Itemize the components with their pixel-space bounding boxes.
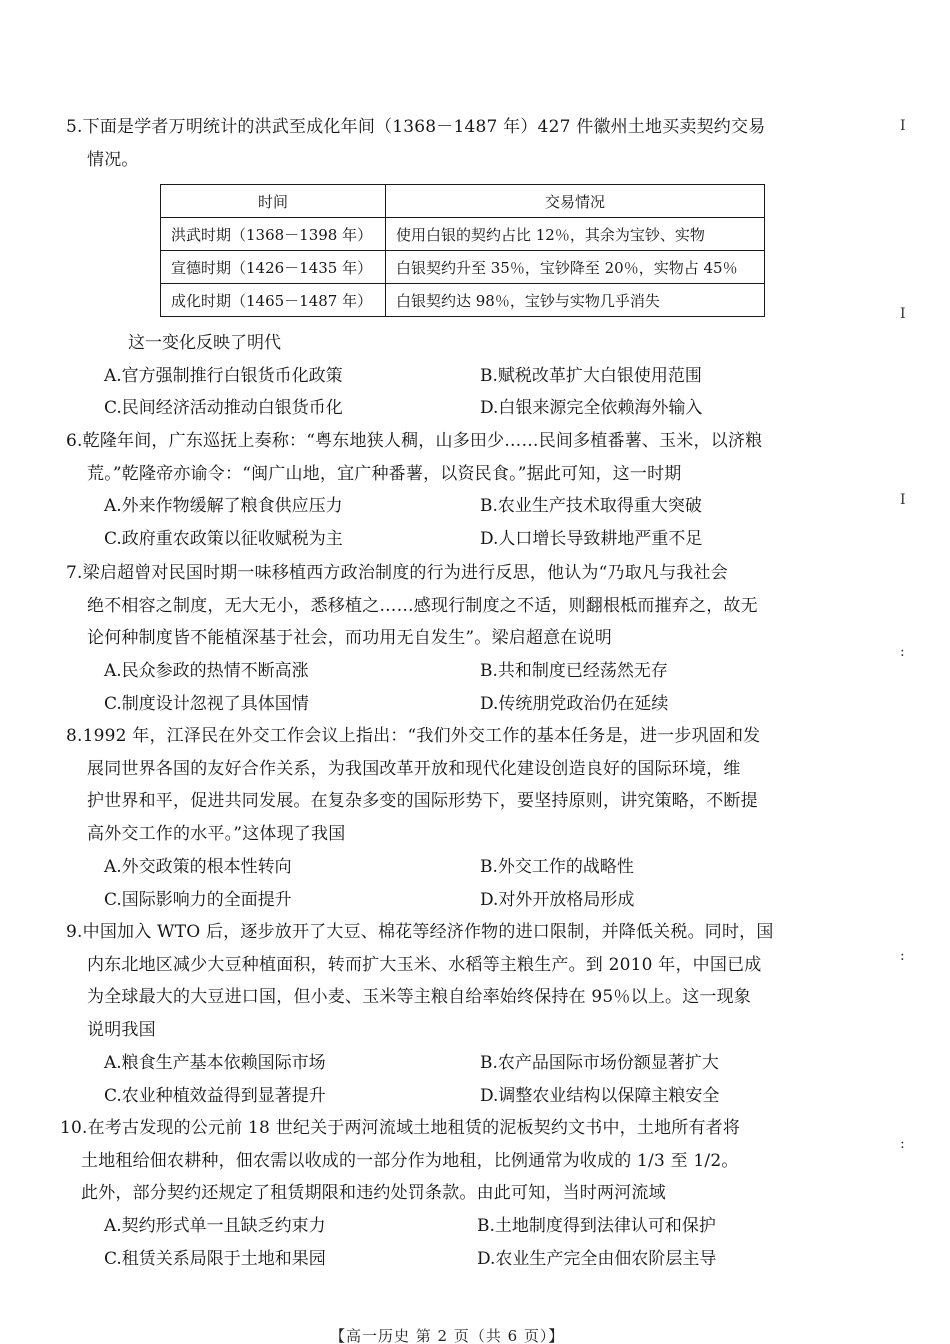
question-7-text-line-3: 论何种制度皆不能植深基于社会，而功用无自发生”。梁启超意在说明 <box>87 628 612 649</box>
edge-mark: : <box>900 644 905 660</box>
question-10-options <box>104 1210 850 1275</box>
table-cell-period: 宣德时期（1426－1435 年） <box>161 251 386 284</box>
question-6-text-line-1: 6.乾隆年间，广东巡抚上奏称：“粤东地狭人稠，山多田少……民间多植番薯、玉米，以济粮 <box>66 431 763 451</box>
question-5-stem-and-options <box>66 327 856 425</box>
edge-mark: : <box>900 1136 905 1152</box>
option-d[interactable]: D.对外开放格局形成 <box>480 889 635 910</box>
question-6-text-line-2: 荒。”乾隆帝亦谕令：“闽广山地，宜广种番薯，以资民食。”据此可知，这一时期 <box>87 463 682 484</box>
question-7-text-line-1: 7.梁启超曾对民国时期一味移植西方政治制度的行为进行反思，他认为“乃取凡与我社会 <box>66 563 728 583</box>
option-d[interactable]: D.白银来源完全依赖海外输入 <box>480 398 703 419</box>
question-8-text-line-3: 护世界和平，促进共同发展。在复杂多变的国际形势下，要坚持原则，讲究策略，不断提 <box>87 791 758 812</box>
question-9-text-line-4: 说明我国 <box>87 1020 156 1041</box>
question-10 <box>60 1112 850 1275</box>
question-9-text-line-3: 为全球最大的大豆进口国，但小麦、玉米等主粮自给率始终保持在 95％以上。这一现象 <box>87 987 752 1008</box>
option-a[interactable]: A.民众参政的热情不断高涨 <box>104 661 309 682</box>
question-9-text-line-2: 内东北地区减少大豆种植面积，转而扩大玉米、水稻等主粮生产。到 2010 年，中国已成 <box>87 954 762 975</box>
option-a[interactable]: A.官方强制推行白银货币化政策 <box>104 365 343 386</box>
option-b[interactable]: B.外交工作的战略性 <box>480 856 634 877</box>
option-b[interactable]: B.农产品国际市场份额显著扩大 <box>480 1052 719 1073</box>
option-a[interactable]: A.粮食生产基本依赖国际市场 <box>104 1052 326 1073</box>
edge-mark: I <box>900 306 906 322</box>
question-10-text-line-3: 此外，部分契约还规定了租赁期限和违约处罚条款。由此可知，当时两河流域 <box>81 1183 666 1204</box>
option-c[interactable]: C.农业种植效益得到显著提升 <box>104 1085 326 1106</box>
table-header-time: 时间 <box>161 185 386 218</box>
page-footer <box>330 1318 630 1344</box>
option-b[interactable]: B.赋税改革扩大白银使用范围 <box>480 365 702 386</box>
option-d[interactable]: D.调整农业结构以保障主粮安全 <box>480 1085 720 1106</box>
question-5-stem: 这一变化反映了明代 <box>128 333 281 353</box>
option-b[interactable]: B.共和制度已经荡然无存 <box>480 661 668 682</box>
option-d[interactable]: D.传统朋党政治仍在延续 <box>480 693 669 714</box>
question-10-text-line-2: 土地租给佃农耕种，佃农需以收成的一部分作为地租，比例通常为收成的 1/3 至 1/2。 <box>81 1150 739 1171</box>
question-10-text-line-1: 10.在考古发现的公元前 18 世纪关于两河流域土地租赁的泥板契约文书中，土地所有者将 <box>60 1118 741 1138</box>
question-8 <box>66 720 856 916</box>
option-d[interactable]: D.农业生产完全由佃农阶层主导 <box>477 1248 717 1269</box>
option-c[interactable]: C.政府重农政策以征收赋税为主 <box>104 529 343 550</box>
option-c[interactable]: C.制度设计忽视了具体国情 <box>104 693 309 714</box>
contract-statistics-table <box>160 184 765 317</box>
table-cell-period: 洪武时期（1368－1398 年） <box>161 218 386 251</box>
question-6-options <box>104 490 856 555</box>
question-8-text-line-1: 8.1992 年，江泽民在外交工作会议上指出：“我们外交工作的基本任务是，进一步巩固和发 <box>66 726 761 746</box>
option-b[interactable]: B.农业生产技术取得重大突破 <box>480 496 702 517</box>
table-row <box>161 251 765 284</box>
option-c[interactable]: C.租赁关系局限于土地和果园 <box>104 1248 326 1269</box>
question-7-text-line-2: 绝不相容之制度，无大无小，悉移植之……感现行制度之不适，则翻根柢而摧弃之，故无 <box>87 595 758 616</box>
question-8-text-line-4: 高外交工作的水平。”这体现了我国 <box>87 824 346 845</box>
table-header-transaction: 交易情况 <box>386 185 765 218</box>
question-5-text-line-2: 情况。 <box>87 149 139 170</box>
option-a[interactable]: A.契约形式单一且缺乏约束力 <box>104 1216 326 1237</box>
option-c[interactable]: C.国际影响力的全面提升 <box>104 889 292 910</box>
table-row <box>161 284 765 317</box>
question-5-options <box>104 360 856 425</box>
question-9-text-line-1: 9.中国加入 WTO 后，逐步放开了大豆、棉花等经济作物的进口限制，并降低关税。同时，国 <box>66 922 774 942</box>
question-8-text-line-2: 展同世界各国的友好合作关系，为我国改革开放和现代化建设创造良好的国际环境，维 <box>87 758 741 779</box>
question-9-options <box>104 1047 856 1112</box>
option-a[interactable]: A.外交政策的根本性转向 <box>104 856 292 877</box>
table-header-row <box>161 185 765 218</box>
option-b[interactable]: B.土地制度得到法律认可和保护 <box>477 1216 716 1237</box>
edge-mark: I <box>900 118 906 134</box>
question-9 <box>66 916 856 1112</box>
table-cell-situation: 使用白银的契约占比 12％，其余为宝钞、实物 <box>386 218 765 251</box>
edge-mark: : <box>900 948 905 964</box>
table-cell-situation: 白银契约达 98％，宝钞与实物几乎消失 <box>386 284 765 317</box>
question-8-options <box>104 851 856 916</box>
table-cell-situation: 白银契约升至 35％，宝钞降至 20％，实物占 45％ <box>386 251 765 284</box>
question-7 <box>66 557 856 720</box>
table-row <box>161 218 765 251</box>
page-footer-text: 【高一历史 第 2 页（共 6 页）】 <box>330 1327 565 1344</box>
question-7-options <box>104 655 856 720</box>
option-c[interactable]: C.民间经济活动推动白银货币化 <box>104 398 343 419</box>
option-a[interactable]: A.外来作物缓解了粮食供应压力 <box>104 496 343 517</box>
option-d[interactable]: D.人口增长导致耕地严重不足 <box>480 529 703 550</box>
question-5-text-line-1: 5.下面是学者万明统计的洪武至成化年间（1368－1487 年）427 件徽州土地买卖契约交易 <box>66 117 766 137</box>
question-5 <box>66 111 856 176</box>
question-6 <box>66 425 856 556</box>
table-cell-period: 成化时期（1465－1487 年） <box>161 284 386 317</box>
edge-mark: I <box>900 492 906 508</box>
